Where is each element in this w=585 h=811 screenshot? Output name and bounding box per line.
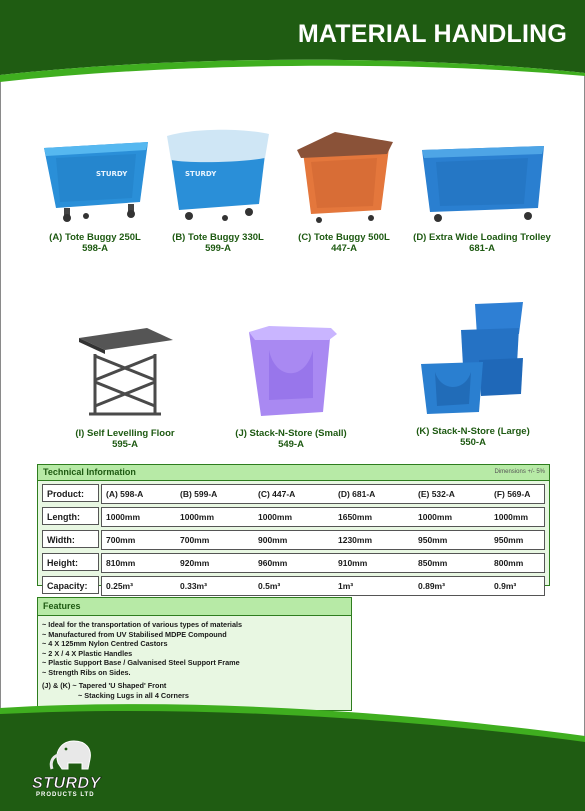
blue-tote-buggy-image [36, 128, 154, 226]
product-code: 549-A [278, 439, 304, 450]
table-cell: (C) 447-A [258, 489, 296, 499]
technical-row [42, 484, 545, 504]
table-cell: 1000mm [418, 512, 453, 522]
table-cell: 0.25m³ [106, 581, 133, 591]
logo-tagline: PRODUCTS LTD [36, 792, 95, 798]
features-title: Features [38, 598, 351, 616]
scissor-lift-platform-image [75, 320, 175, 422]
product-b [158, 128, 278, 254]
blue-tote-buggy-with-liner-image [163, 128, 273, 226]
features-list [38, 616, 351, 678]
logo-name: STURDY [32, 775, 101, 792]
table-cell: (A) 598-A [106, 489, 144, 499]
product-code: 447-A [331, 243, 357, 254]
feature-item: ~ Manufactured from UV Stabilised MDPE Compound [42, 629, 227, 639]
feature-item: ~ Strength Ribs on Sides. [42, 667, 131, 677]
table-cell: 960mm [258, 558, 288, 568]
sturdy-logo [28, 735, 118, 798]
product-code: 598-A [82, 243, 108, 254]
table-cell: 900mm [258, 535, 288, 545]
dimensions-note: Dimensions +/- 5% [494, 469, 545, 475]
product-name: (I) Self Levelling Floor [75, 428, 175, 439]
table-cell: (E) 532-A [418, 489, 455, 499]
row-values [101, 530, 545, 550]
product-a [30, 128, 160, 254]
table-cell: 0.9m³ [494, 581, 517, 591]
product-name: (C) Tote Buggy 500L [298, 232, 390, 243]
blue-stacked-bins-image [413, 300, 533, 420]
row-values [101, 484, 545, 504]
table-cell: 0.5m³ [258, 581, 281, 591]
svg-text:STURDY: STURDY [185, 170, 217, 178]
row-label: Height: [42, 553, 99, 571]
row-values [101, 553, 545, 573]
row-label: Length: [42, 507, 99, 525]
table-cell: (D) 681-A [338, 489, 376, 499]
product-c [284, 128, 404, 254]
product-code: 550-A [460, 437, 486, 448]
product-k [398, 300, 548, 448]
table-cell: 1650mm [338, 512, 373, 522]
table-cell: 950mm [418, 535, 448, 545]
elephant-icon [28, 735, 118, 771]
product-name: (K) Stack-N-Store (Large) [416, 426, 530, 437]
table-cell: 1000mm [258, 512, 293, 522]
product-d [408, 128, 556, 254]
technical-row [42, 530, 545, 550]
row-values [101, 576, 545, 596]
table-cell: 700mm [106, 535, 136, 545]
features-panel [37, 597, 352, 711]
technical-title: Technical Information [43, 467, 136, 477]
table-cell: 1000mm [180, 512, 215, 522]
table-cell: 920mm [180, 558, 210, 568]
feature-item: ~ 4 X 125mm Nylon Centred Castors [42, 639, 168, 649]
row-values [101, 507, 545, 527]
feature-item: ~ 2 X / 4 X Plastic Handles [42, 648, 133, 658]
table-cell: (B) 599-A [180, 489, 218, 499]
technical-rows [38, 484, 549, 596]
purple-stack-bin-image [239, 320, 343, 422]
blue-wide-trolley-image [416, 128, 548, 226]
row-label: Width: [42, 530, 99, 548]
features-note-line: (J) & (K) ~ Tapered 'U Shaped' Front [42, 680, 167, 690]
row-label: Capacity: [42, 576, 99, 594]
product-name: (J) Stack-N-Store (Small) [235, 428, 347, 439]
table-cell: 1000mm [106, 512, 141, 522]
orange-tote-buggy-with-cover-image [289, 128, 399, 226]
product-name: (D) Extra Wide Loading Trolley [413, 232, 551, 243]
table-cell: 1230mm [338, 535, 373, 545]
technical-information-table [37, 464, 550, 591]
product-code: 599-A [205, 243, 231, 254]
table-cell: 810mm [106, 558, 136, 568]
table-cell: 0.33m³ [180, 581, 207, 591]
product-name: (B) Tote Buggy 330L [172, 232, 264, 243]
product-name: (A) Tote Buggy 250L [49, 232, 141, 243]
table-cell: 800mm [494, 558, 524, 568]
table-cell: 700mm [180, 535, 210, 545]
product-i [55, 320, 195, 450]
feature-item: ~ Ideal for the transportation of various types of materials [42, 620, 243, 629]
features-note [38, 678, 351, 701]
table-cell: 1000mm [494, 512, 529, 522]
product-j [226, 320, 356, 450]
row-label: Product: [42, 484, 99, 502]
technical-row [42, 507, 545, 527]
technical-information-header [38, 465, 549, 481]
product-code: 681-A [469, 243, 495, 254]
page-title: MATERIAL HANDLING [297, 20, 567, 48]
svg-text:STURDY: STURDY [96, 170, 128, 178]
product-code: 595-A [112, 439, 138, 450]
feature-item: ~ Plastic Support Base / Galvanised Steel Support Frame [42, 658, 240, 668]
technical-row [42, 576, 545, 596]
technical-row [42, 553, 545, 573]
table-cell: (F) 569-A [494, 489, 531, 499]
features-note-line: ~ Stacking Lugs in all 4 Corners [78, 690, 189, 700]
table-cell: 950mm [494, 535, 524, 545]
table-cell: 910mm [338, 558, 368, 568]
table-cell: 1m³ [338, 581, 354, 591]
table-cell: 850mm [418, 558, 448, 568]
table-cell: 0.89m³ [418, 581, 445, 591]
